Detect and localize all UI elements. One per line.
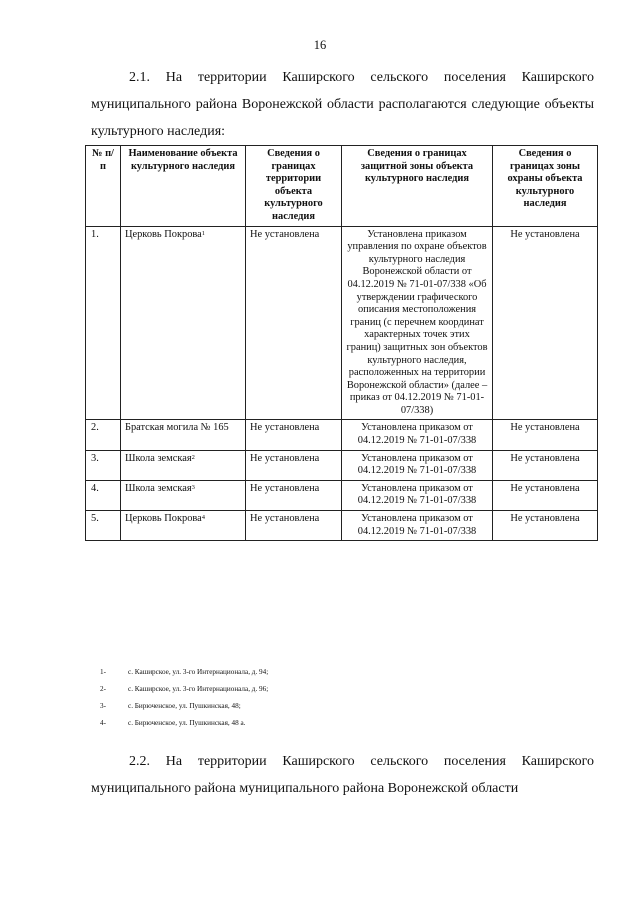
table-row [86, 511, 598, 541]
cell-security-zone [493, 226, 598, 420]
cell-object-name-text: Братская могила № 165 [125, 422, 229, 434]
footnote-mark: 2- [100, 685, 106, 693]
cell-object-name [121, 480, 246, 510]
cell-territory-text: Не установлена [250, 482, 320, 494]
cell-number [86, 480, 121, 510]
header-security-zone: Сведения о границах зоны охраны объекта культурного наследия [493, 146, 598, 227]
cell-territory-text: Не установлена [250, 422, 320, 434]
cell-territory [246, 480, 342, 510]
footnote-text: с. Бирюченское, ул. Пушкинская, 48 а. [128, 719, 246, 727]
footnote-ref: 2 [191, 453, 195, 461]
footnote-text: с. Каширское, ул. 3-го Интернационала, д. 96; [128, 685, 269, 693]
table-row [86, 480, 598, 510]
cell-protective-zone-text: Установлена приказом от 04.12.2019 № 71-01-07/338 [357, 452, 477, 477]
cell-security-zone-text: Не установлена [510, 482, 580, 494]
cell-protective-zone [342, 420, 493, 450]
table-row [86, 226, 598, 420]
cell-territory [246, 226, 342, 420]
header-protective-zone: Сведения о границах защитной зоны объекта культурного наследия [342, 146, 493, 227]
footnote-ref: 4 [201, 514, 206, 522]
cell-security-zone-text: Не установлена [510, 452, 580, 464]
cell-object-name [121, 511, 246, 541]
table-row [86, 420, 598, 450]
table-row [86, 450, 598, 480]
cell-number-text: 3. [91, 452, 99, 464]
cell-territory-text: Не установлена [250, 513, 320, 525]
footnote-item [100, 681, 580, 698]
cell-object-name-text: Школа земская [125, 482, 192, 494]
cell-protective-zone-text: Установлена приказом от 04.12.2019 № 71-01-07/338 [357, 482, 477, 507]
cell-territory [246, 450, 342, 480]
intro-paragraph-text: 2.1. На территории Каширского сельского поселения Каширского муниципального района Воронежской области располагаются следующие объекты культурного наследия: [91, 70, 594, 139]
cell-protective-zone [342, 511, 493, 541]
footnote-mark: 4- [100, 719, 106, 727]
cell-security-zone [493, 420, 598, 450]
header-object-name: Наименование объекта культурного наследия [121, 146, 246, 227]
cell-protective-zone [342, 450, 493, 480]
table-header-row [86, 146, 598, 227]
footnote-text: с. Каширское, ул. 3-го Интернационала, д. 94; [128, 668, 269, 676]
footnote-ref: 1 [201, 229, 206, 237]
cell-security-zone [493, 480, 598, 510]
cell-protective-zone [342, 480, 493, 510]
cell-object-name [121, 226, 246, 420]
footnote-item [100, 698, 580, 715]
cell-object-name [121, 450, 246, 480]
cell-security-zone [493, 450, 598, 480]
cell-protective-zone [342, 226, 493, 420]
heritage-objects-table [85, 145, 598, 541]
cell-number-text: 1. [91, 228, 99, 240]
cell-number [86, 511, 121, 541]
cell-security-zone [493, 511, 598, 541]
intro-paragraph [91, 64, 594, 145]
cell-protective-zone-text: Установлена приказом от 04.12.2019 № 71-01-07/338 [357, 513, 477, 537]
cell-number [86, 226, 121, 420]
cell-number-text: 4. [91, 482, 99, 494]
footnote-mark: 3- [100, 702, 106, 710]
cell-object-name-text: Церковь Покрова [125, 513, 202, 525]
cell-territory-text: Не установлена [250, 228, 320, 240]
footnote-item [100, 664, 580, 681]
cell-object-name-text: Школа земская [125, 452, 192, 464]
cell-protective-zone-text: Установлена приказом управления по охране объектов культурного наследия Воронежской области от 04.12.2019 № 71-01-07/338 «Об утверждении графического описания местоположения границ (с перечнем координат характерных точек этих границ) защитных зон объектов культурного наследия, расположенных на территории Воронежской области» (далее – приказ от 04.12.2019 № 71-01-07/338) [346, 228, 488, 416]
header-number: № п/п [86, 146, 121, 227]
cell-security-zone-text: Не установлена [510, 422, 580, 434]
footnote-mark: 1- [100, 668, 106, 676]
cell-number-text: 5. [91, 513, 99, 525]
cell-security-zone-text: Не установлена [510, 228, 580, 240]
next-paragraph [91, 748, 594, 802]
page-number: 16 [313, 38, 327, 52]
cell-protective-zone-text: Установлена приказом от 04.12.2019 № 71-01-07/338 [357, 422, 477, 447]
cell-territory-text: Не установлена [250, 452, 320, 464]
cell-number-text: 2. [91, 422, 99, 434]
cell-number [86, 450, 121, 480]
next-paragraph-text: 2.2. На территории Каширского сельского поселения Каширского муниципального района муниципального района Воронежской области [91, 754, 594, 796]
footnotes [100, 664, 580, 732]
cell-territory [246, 511, 342, 541]
cell-object-name [121, 420, 246, 450]
cell-security-zone-text: Не установлена [510, 513, 580, 525]
footnote-ref: 3 [191, 483, 195, 491]
cell-territory [246, 420, 342, 450]
footnote-text: с. Бирюченское, ул. Пушкинская, 48; [128, 702, 241, 710]
cell-number [86, 420, 121, 450]
cell-object-name-text: Церковь Покрова [125, 228, 202, 240]
header-territory-bounds: Сведения о границах территории объекта культурного наследия [246, 146, 342, 227]
footnote-item [100, 715, 580, 732]
